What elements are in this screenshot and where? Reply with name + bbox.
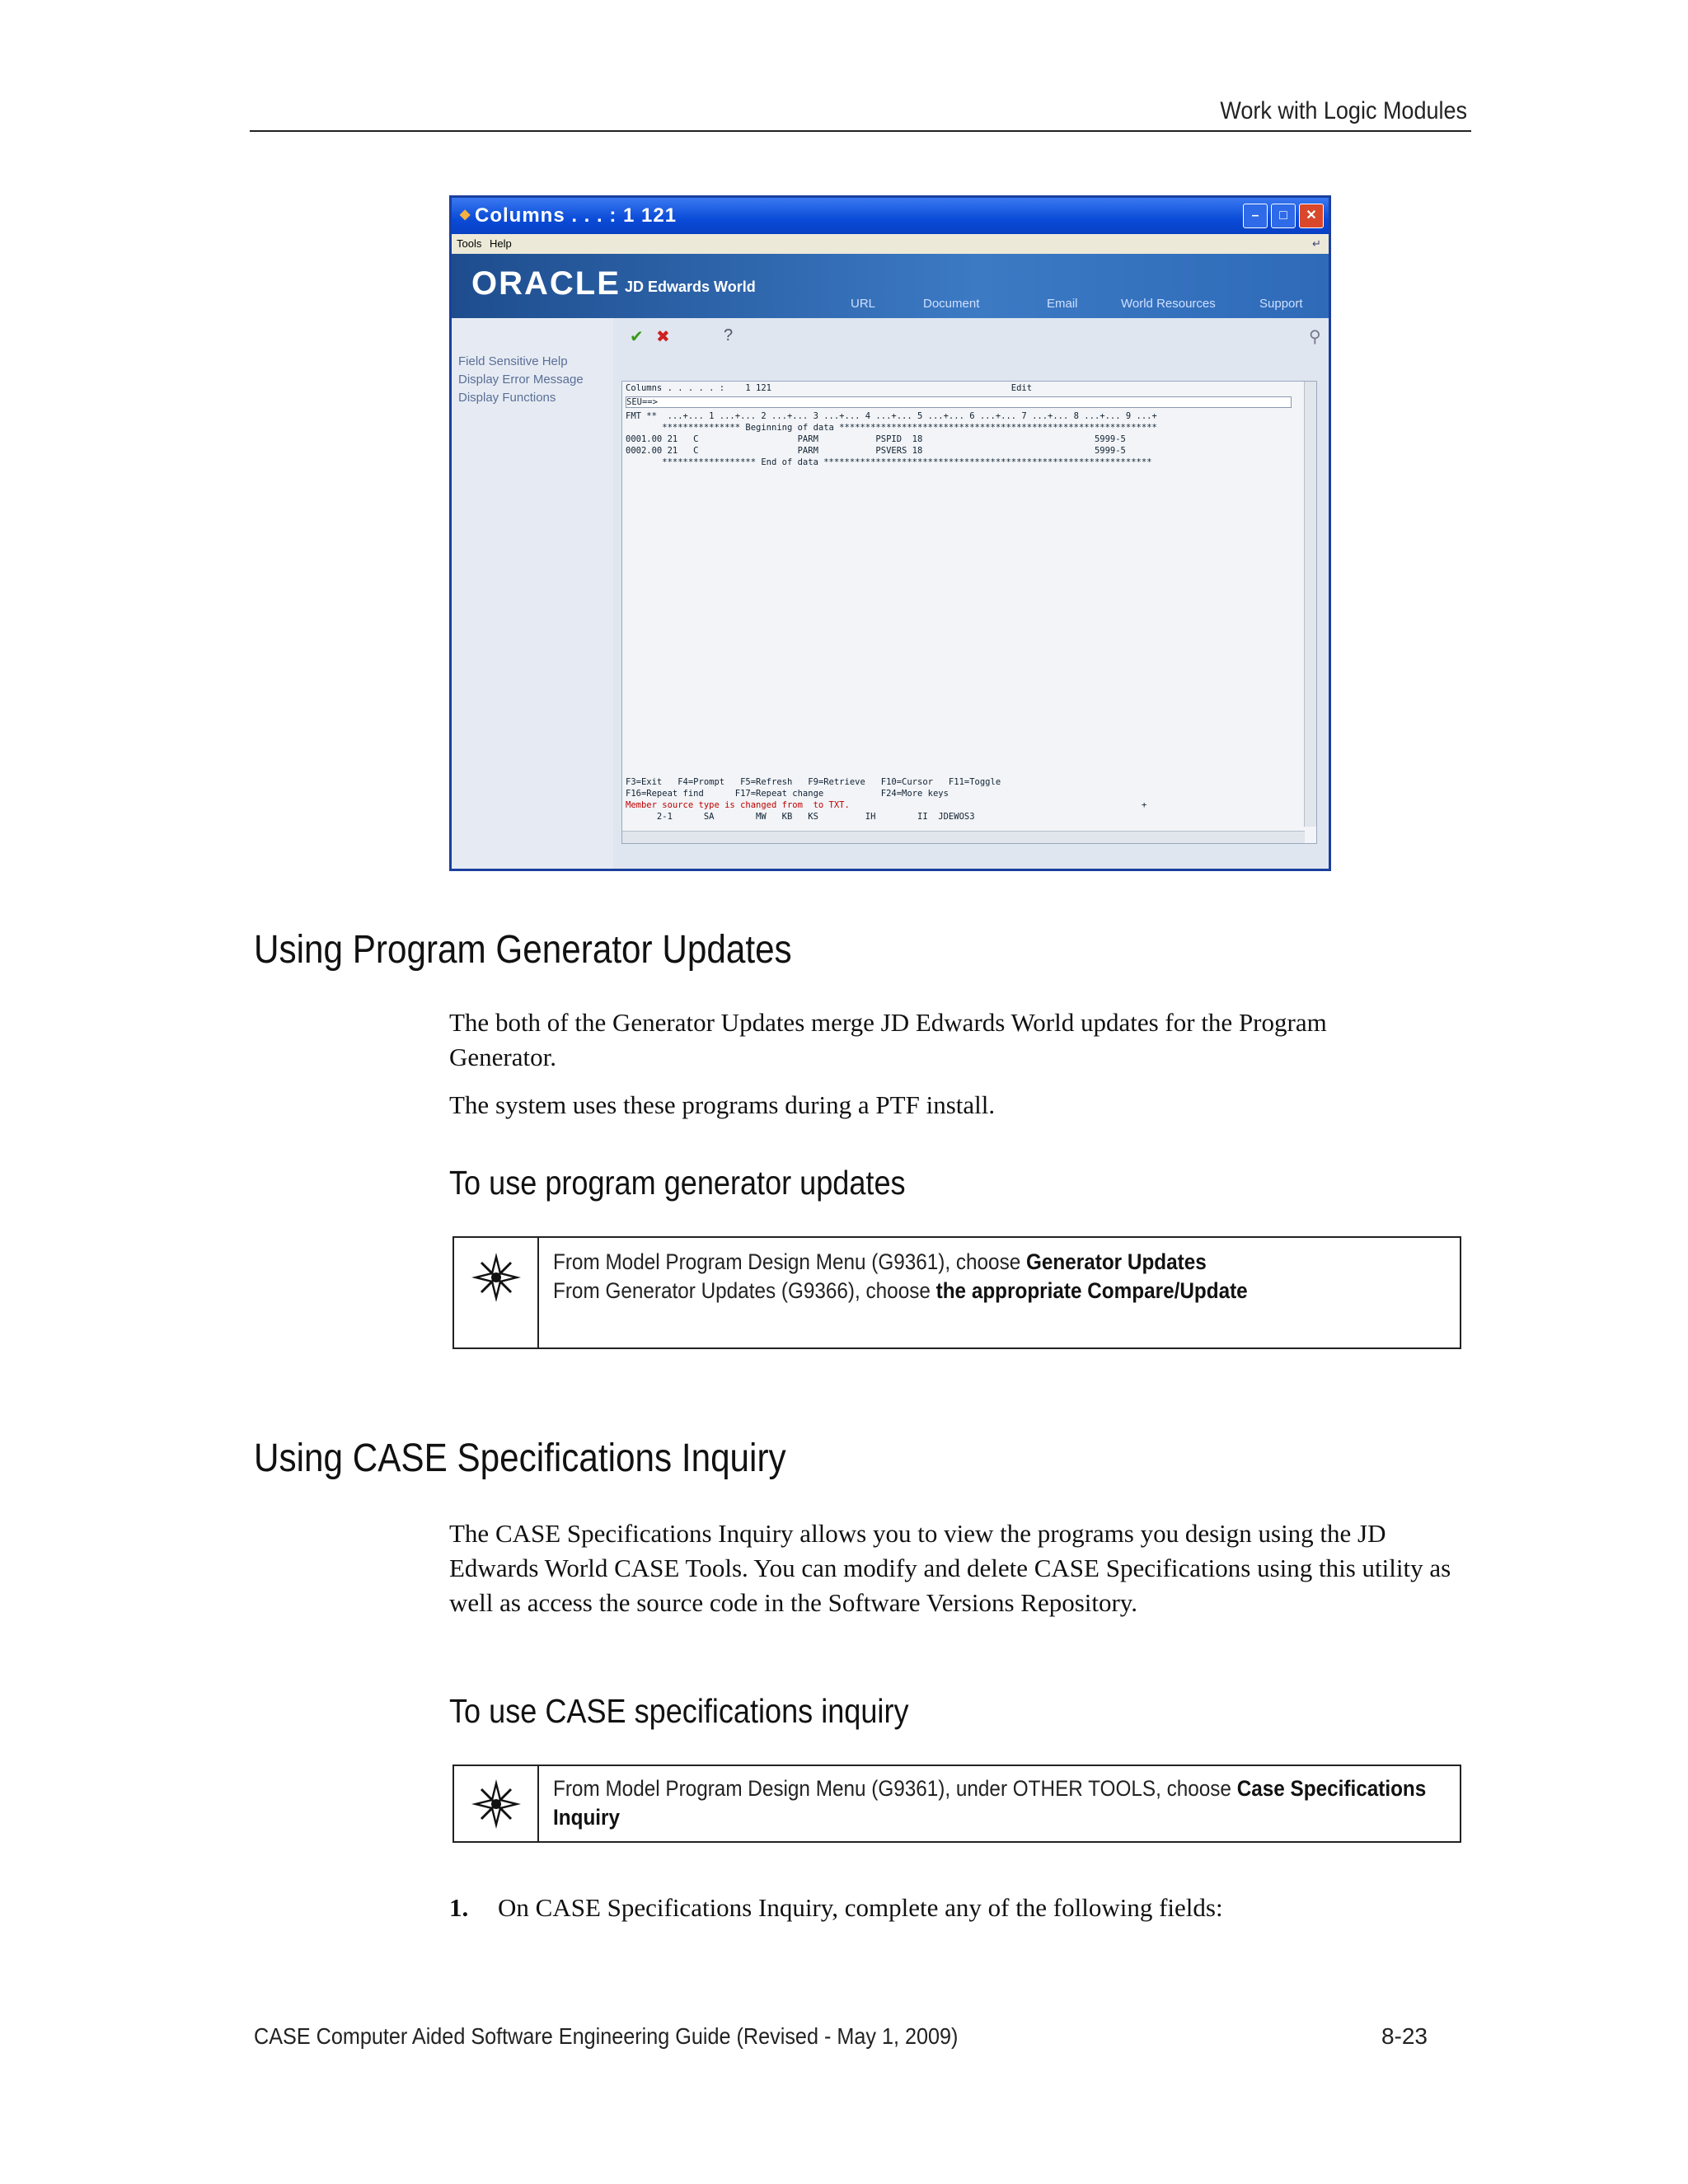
cancel-icon[interactable]: ✖ [656, 328, 670, 346]
window-title: Columns . . . : 1 121 [475, 204, 678, 227]
banner-link-document[interactable]: Document [923, 297, 980, 311]
format-line: FMT ** ...+... 1 ...+... 2 ...+... 3 ...+... 4 ...+... 5 ...+... 6 ...+... 7 ...+... 8 ...+... 9 ...+ [626, 411, 1157, 421]
menu-option-case-specifications: Case Specifications [1236, 1776, 1427, 1801]
navigation-path-1: From Model Program Design Menu (G9361), under OTHER TOOLS, choose Case Specifications [553, 1776, 1427, 1801]
check-icon[interactable]: ✔ [630, 328, 644, 346]
vertical-scrollbar[interactable] [1304, 382, 1316, 827]
step-text: On CASE Specifications Inquiry, complete any of the following fields: [498, 1893, 1223, 1922]
screen-title-line: Columns . . . . . : 1 121 Edit [626, 383, 1033, 393]
subheading-generator-updates: To use program generator updates [449, 1164, 906, 1202]
close-icon[interactable]: ✕ [1299, 204, 1324, 228]
left-link-field-help[interactable]: Field Sensitive Help [458, 354, 568, 368]
compass-icon [470, 1778, 523, 1830]
brand-subtitle: JD Edwards World [625, 279, 756, 295]
left-link-error-message[interactable]: Display Error Message [458, 373, 584, 387]
navigation-icon-cell [454, 1238, 539, 1347]
paragraph-case-specifications: The CASE Specifications Inquiry allows you to view the programs you design using the JD Edwards World CASE Tools. You can modify and delete CASE Specifications using this utility as well as access the source code in the Software Versions Repository. [449, 1519, 1451, 1617]
screenshot-window [449, 195, 1331, 871]
banner-link-support[interactable]: Support [1259, 297, 1303, 311]
status-message: Member source type is changed from to TXT. [626, 800, 850, 810]
navigation-path-1: From Model Program Design Menu (G9361), choose Generator Updates [553, 1249, 1207, 1274]
end-of-data: ****************** End of data *************************************************************** [626, 457, 1152, 467]
section-heading-generator-updates: Using Program Generator Updates [254, 928, 792, 972]
navigation-box-generator-updates [452, 1236, 1461, 1349]
banner-link-email[interactable]: Email [1047, 297, 1078, 311]
running-header: Work with Logic Modules [1220, 97, 1467, 124]
brand-logo: ORACLE [471, 265, 621, 302]
left-panel [452, 318, 613, 869]
source-row-1[interactable]: 0001.00 21 C PARM PSPID 18 5999-5 [626, 434, 1126, 444]
app-icon: ◆ [460, 208, 471, 222]
search-icon[interactable]: ⚲ [1309, 328, 1321, 346]
step-number: 1. [449, 1893, 469, 1922]
beginning-of-data: *************** Beginning of data ************************************************************* [626, 423, 1157, 433]
help-icon[interactable]: ? [724, 326, 734, 344]
subheading-case-specifications: To use CASE specifications inquiry [449, 1692, 909, 1730]
navigation-path-2: From Generator Updates (G9366), choose the appropriate Compare/Update [553, 1278, 1248, 1303]
menu-option-generator-updates: Generator Updates [1026, 1249, 1207, 1274]
minimize-icon[interactable]: – [1243, 204, 1268, 228]
source-row-2[interactable]: 0002.00 21 C PARM PSVERS 18 5999-5 [626, 446, 1126, 456]
banner-link-url[interactable]: URL [851, 297, 876, 311]
footer-title: CASE Computer Aided Software Engineering Guide (Revised - May 1, 2009) [254, 2023, 959, 2049]
section-heading-case-specifications: Using CASE Specifications Inquiry [254, 1436, 786, 1480]
menu-help[interactable]: Help [490, 237, 512, 250]
window-titlebar [452, 198, 1329, 234]
menu-option-inquiry: Inquiry [553, 1805, 621, 1830]
function-keys-1: F3=Exit F4=Prompt F5=Refresh F9=Retrieve F10=Cursor F11=Toggle [626, 777, 1001, 787]
navigation-path-2 [553, 1803, 620, 1832]
function-keys-2: F16=Repeat find F17=Repeat change F24=More keys [626, 789, 949, 799]
app-body [452, 318, 1329, 869]
paragraph-generator-updates: The both of the Generator Updates merge JD Edwards World updates for the Program Generator. [449, 1008, 1327, 1071]
terminal-screen [621, 381, 1317, 844]
page-number: 8-23 [1381, 2023, 1428, 2049]
paragraph-ptf-install: The system uses these programs during a PTF install. [449, 1090, 996, 1119]
compass-icon [470, 1251, 523, 1304]
horizontal-scrollbar[interactable] [622, 831, 1305, 843]
left-link-display-functions[interactable]: Display Functions [458, 391, 556, 405]
header-rule [250, 130, 1471, 132]
maximize-icon[interactable]: □ [1271, 204, 1296, 228]
oracle-banner [452, 254, 1329, 318]
message-more-indicator: + [1142, 800, 1147, 810]
exit-icon[interactable]: ↵ [1312, 237, 1321, 250]
seu-command-input[interactable]: SEU==> [626, 396, 1292, 408]
menu-bar [452, 234, 1329, 254]
menu-option-compare-update: the appropriate Compare/Update [935, 1278, 1248, 1303]
menu-tools[interactable]: Tools [457, 237, 482, 250]
banner-link-world-resources[interactable]: World Resources [1121, 297, 1216, 311]
status-line: 2-1 SA MW KB KS IH II JDEWOS3 [626, 812, 975, 822]
navigation-box-case-specifications [452, 1765, 1461, 1843]
navigation-icon-cell [454, 1766, 539, 1841]
